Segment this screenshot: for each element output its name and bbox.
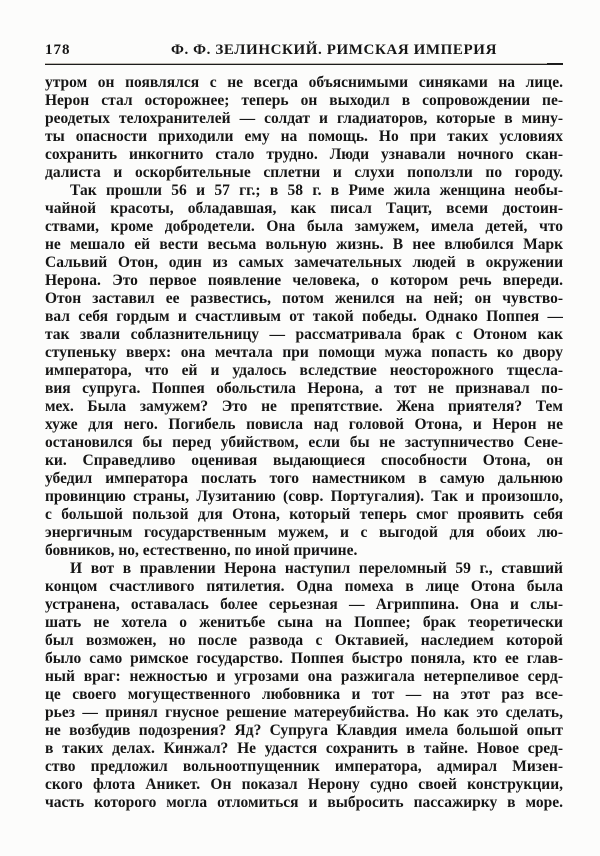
text-line: мех. Была замужем? Это не препятствие. Жена приятеля? Тем <box>45 398 563 415</box>
page-number: 178 <box>45 42 71 58</box>
text-line: сохранить инкогнито стало трудно. Люди узнавали ночного скан- <box>45 146 563 163</box>
text-line: хуже для него. Погибель повисла над головой Отона, и Нерон не <box>45 416 563 433</box>
text-line: ствами, кроме добродетели. Она была замужем, имела детей, что <box>45 218 563 235</box>
text-line: не мешало ей вести весьма вольную жизнь. В нее влюбился Марк <box>45 236 563 253</box>
text-line: энергичным государственным мужем, и с выгодой для обоих лю- <box>45 524 563 541</box>
text-line: был возможен, но после развода с Октавией, наследием которой <box>45 632 563 649</box>
text-line: не возбудив подозрения? Яд? Супруга Клавдия имела большой опыт <box>45 722 563 739</box>
text-line: рьез — принял гнусное решение матереубийства. Но как это сделать, <box>45 704 563 721</box>
text-line: устранена, оставалась более серьезная — Агриппина. Она и слы- <box>45 596 563 613</box>
text-line: це своего могущественного любовника и тот — на этот раз все- <box>45 686 563 703</box>
text-line: Отон заставил ее развестись, потом женился на ней; он чувство- <box>45 290 563 307</box>
text-line: Так прошли 56 и 57 гг.; в 58 г. в Риме жила женщина необы- <box>70 182 563 199</box>
text-line: ты опасности приходили ему на помощь. Но при таких условиях <box>45 128 563 145</box>
text-line: ступеньку вверх: она мечтала при помощи мужа попасть ко двору <box>45 344 563 361</box>
text-line: шать не хотела о женитьбе сына на Поппее; брак теоретически <box>45 614 563 631</box>
text-line: остановился бы перед убийством, если бы не заступничество Сене- <box>45 434 563 451</box>
text-line: Нерон стал осторожнее; теперь он выходил в сопровождении пе- <box>45 92 563 109</box>
text-line: И вот в правлении Нерона наступил переломный 59 г., ставший <box>70 560 563 577</box>
text-line: так звали соблазнительницу — рассматривала брак с Отоном как <box>45 326 563 343</box>
header-rule <box>45 63 563 65</box>
text-line: часть которого могла отломиться и выбросить пассажирку в море. <box>45 794 563 811</box>
text-line: чайной красоты, обладавшая, как писал Тацит, всеми достоин- <box>45 200 563 217</box>
page-header <box>45 42 563 58</box>
text-line: ный враг: нежностью и угрозами она разжигала нетерпеливое серд- <box>45 668 563 685</box>
text-line: вал себя гордым и счастливым от такой победы. Однако Поппея — <box>45 308 563 325</box>
text-line: с большой пользой для Отона, который теперь смог проявить себя <box>45 506 563 523</box>
text-line: убедил императора послать того наместником в самую дальнюю <box>45 470 563 487</box>
text-line: императора, что ей и удалось вследствие неосторожного тщесла- <box>45 362 563 379</box>
text-line: ского флота Аникет. Он показал Нерону судно своей конструкции, <box>45 776 563 793</box>
text-line: утром он появлялся с не всегда объяснимыми синяками на лице. <box>45 74 563 91</box>
text-body <box>45 74 563 812</box>
text-line: Сальвий Отон, один из самых замечательных людей в окружении <box>45 254 563 271</box>
text-line: было само римское государство. Поппея быстро поняла, кто ее глав- <box>45 650 563 667</box>
running-title: Ф. Ф. ЗЕЛИНСКИЙ. РИМСКАЯ ИМПЕРИЯ <box>170 42 498 58</box>
text-line: бовников, но, естественно, по иной причине. <box>45 542 358 559</box>
text-line: концом счастливого пятилетия. Одна помеха в лице Отона была <box>45 578 563 595</box>
text-line: провинцию страны, Лузитанию (совр. Португалия). Так и произошло, <box>45 488 563 505</box>
text-line: Нерона. Это первое появление человека, о котором речь впереди. <box>45 272 563 289</box>
text-line: ство предложил вольноотпущенник императора, адмирал Мизен- <box>45 758 563 775</box>
text-line: вия супруга. Поппея обольстила Нерона, а тот не признавал по- <box>45 380 563 397</box>
text-line: далиста и оскорбительные сплетни и слухи поползли по городу. <box>45 164 563 181</box>
text-line: реодетых телохранителей — солдат и гладиаторов, которые в мину- <box>45 110 563 127</box>
text-line: ки. Справедливо оценивая выдающиеся способности Отона, он <box>45 452 563 469</box>
text-line: в таких делах. Кинжал? Не удастся сохранить в тайне. Новое сред- <box>45 740 563 757</box>
